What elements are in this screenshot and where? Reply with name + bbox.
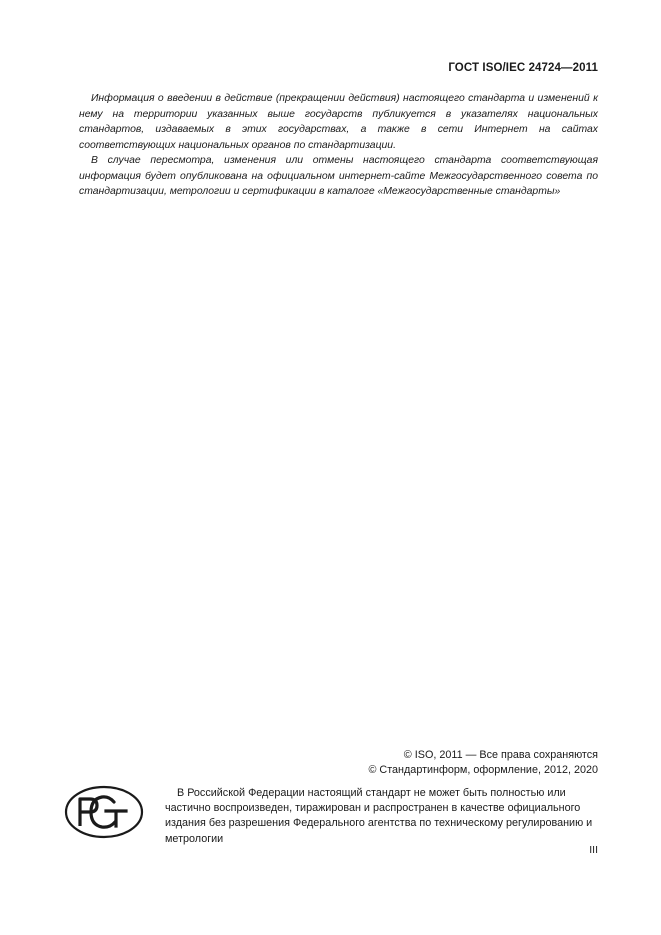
page-number: III [589, 844, 598, 856]
copyright-iso: © ISO, 2011 — Все права сохраняются [403, 749, 598, 761]
intro-paragraph-introduction: Информация о введении в действие (прекращении действия) настоящего стандарта и изменений к нему на территории указанных выше государств публикуется в указателях национальных стандартов, издаваемых в этих государствах, а также в сети Интернет на сайтах соответствующих национальных органов по стандартизации. [79, 93, 598, 151]
copyright-standartinform: © Стандартинформ, оформление, 2012, 2020 [368, 763, 598, 776]
intro-paragraph-revision: В случае пересмотра, изменения или отмены настоящего стандарта соответствующая информация будет опубликована на официальном интернет-сайте Межгосударственного совета по стандартизации, метрологии и сертификации в каталоге «Межгосударственные стандарты» [79, 155, 598, 197]
standard-code: ГОСТ ISO/IEC 24724—2011 [448, 62, 598, 74]
reproduction-notice: В Российской Федерации настоящий стандарт не может быть полностью или частично воспроизведен, тиражирован и распространен в качестве официального издания без разрешения Федерального агентства по техническому регулированию и метрологии [165, 787, 593, 845]
copyright-block [368, 748, 598, 777]
intro-section [79, 91, 598, 200]
rst-logo-icon [64, 785, 144, 839]
